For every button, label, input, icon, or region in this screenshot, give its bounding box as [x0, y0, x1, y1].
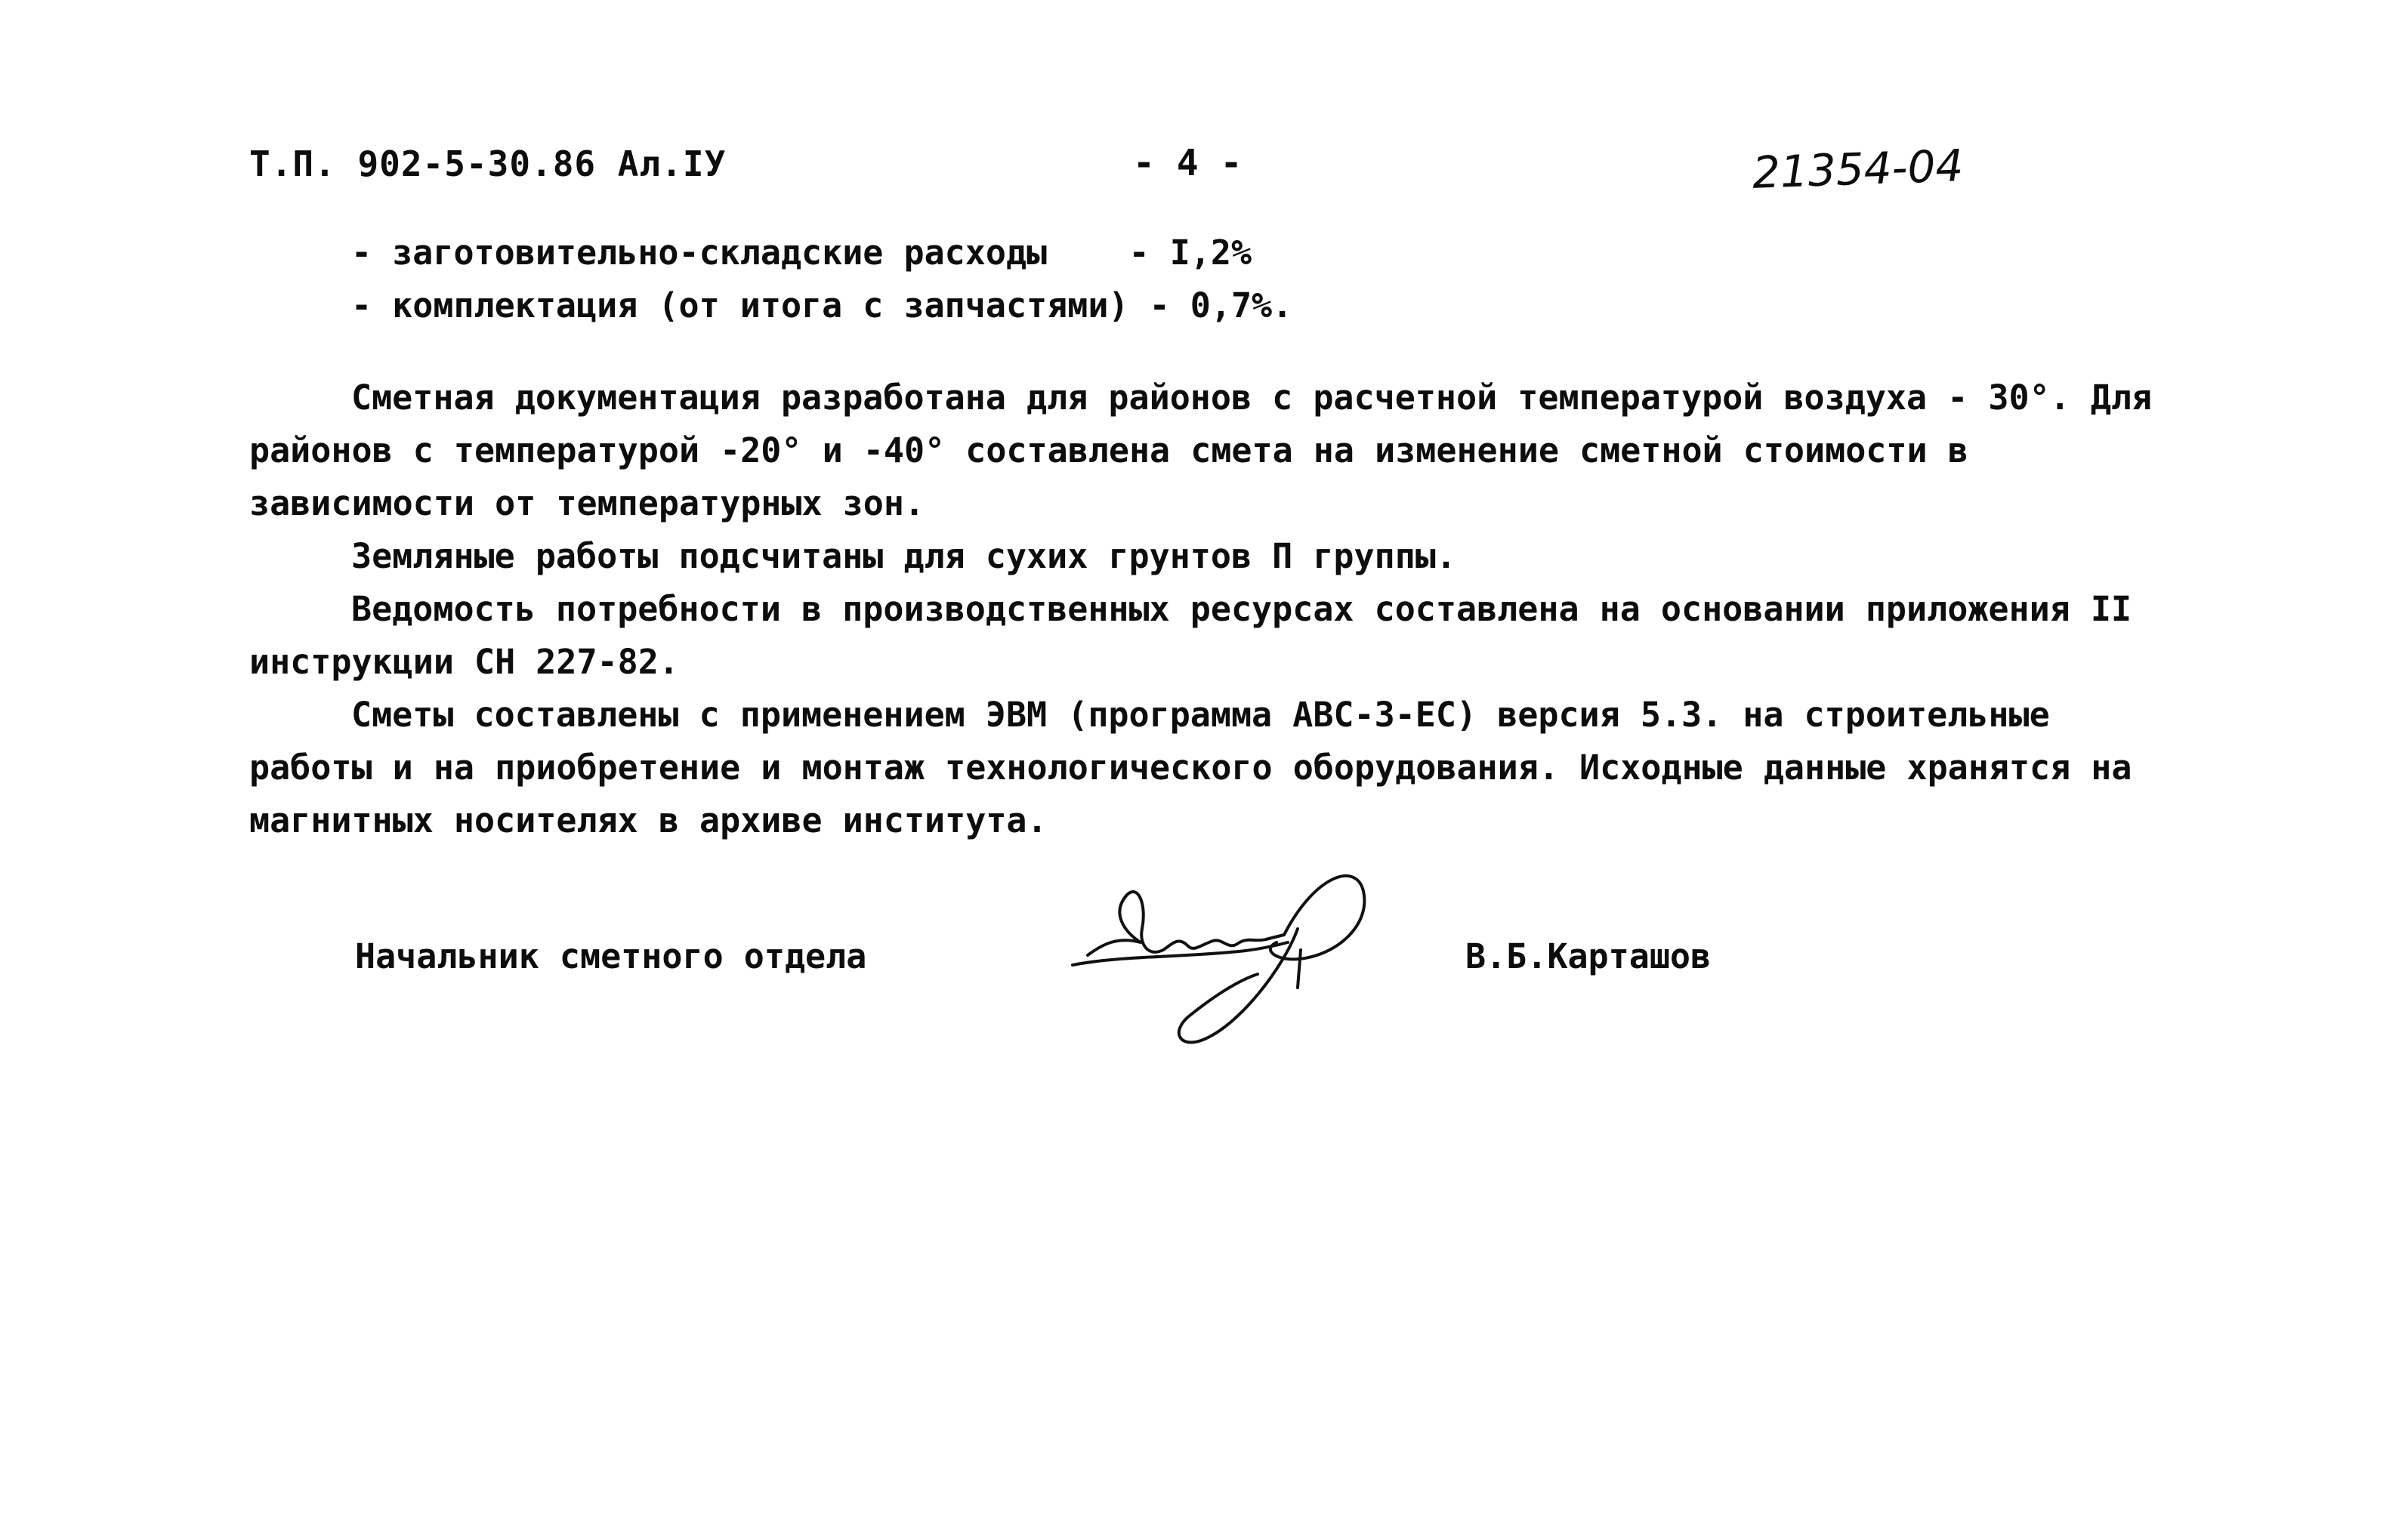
paragraph-estimate-documentation: Сметная документация разработана для районов с расчетной температурой воздуха - 30°. Для районов с температурой -20° и -40° составлена смета на изменение сметной стоимости в зависимости от температурных зон. [249, 378, 2153, 523]
list-item-completion: - комплектация (от итога с запчастями) - 0,7%. [351, 285, 1293, 325]
document-reference: Т.П. 902-5-30.86 Ал.IУ [249, 143, 727, 184]
paragraph-earthworks: Земляные работы подсчитаны для сухих грунтов П группы. [351, 536, 1456, 576]
list-item-procurement-costs: - заготовительно-складские расходы - I,2% [351, 233, 1252, 273]
page-number: - 4 - [1133, 142, 1243, 184]
paragraph-computer-estimates: Сметы составлены с применением ЭВМ (программа АВС-3-ЕС) версия 5.3. на строительные работы и на приобретение и монтаж технологического оборудования. Исходные данные хранятся на магнитных носителях в архиве института. [249, 695, 2132, 840]
archive-number: 21354-04 [1751, 140, 1965, 199]
signatory-name: В.Б.Карташов [1465, 936, 1712, 976]
handwritten-signature [1057, 861, 1405, 1050]
document-body [249, 227, 2183, 847]
paragraph-resource-statement: Ведомость потребности в производственных ресурсах составлена на основании приложения II инструкции СН 227-82. [249, 589, 2132, 682]
signatory-title: Начальник сметного отдела [355, 936, 867, 976]
